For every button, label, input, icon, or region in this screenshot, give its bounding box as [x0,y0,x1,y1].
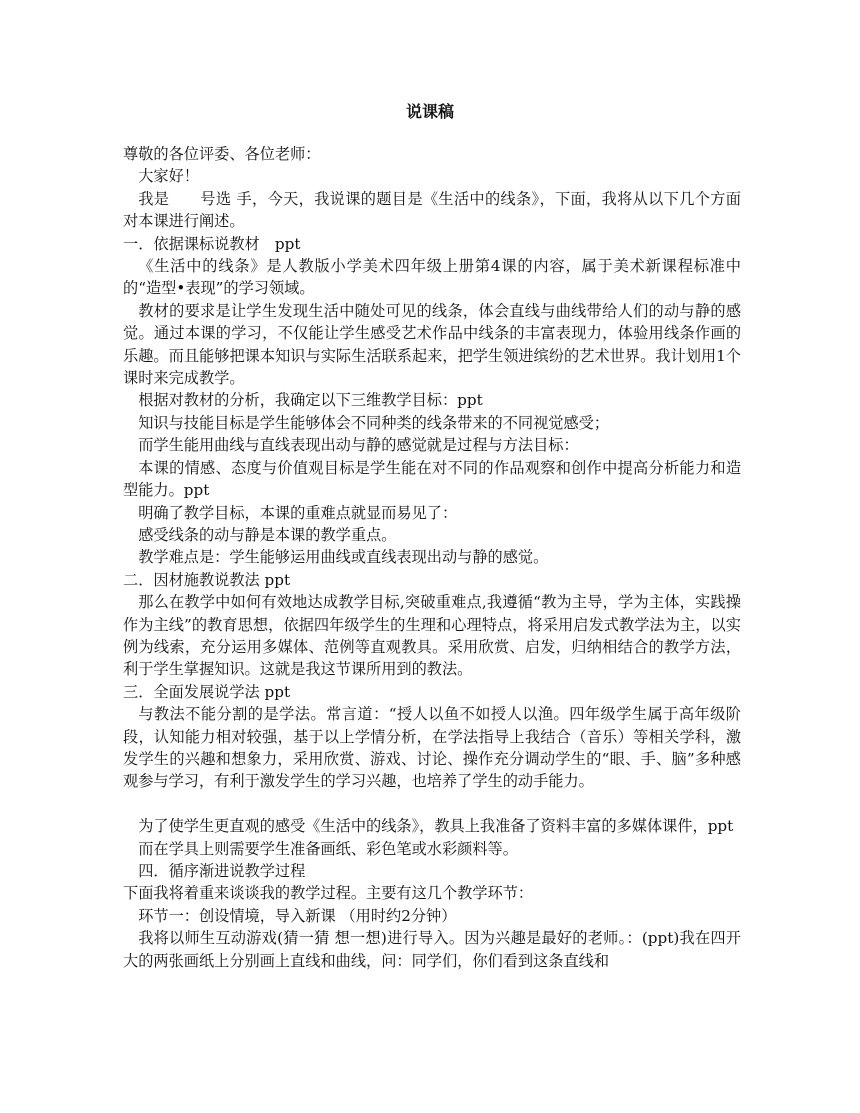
paragraph: 我将以师生互动游戏(猜一猜 想一想)进行导入。因为兴趣是最好的老师。：(ppt)我在四开大的两张画纸上分别画上直线和曲线，问：同学们，你们看到这条直线和 [123,929,741,970]
page-title: 说课稿 [405,102,454,121]
paragraph: 大家好！ [138,167,199,186]
paragraph: 环节一：创设情境，导入新课 （用时约2分钟） [138,906,457,925]
paragraph: 一．依据课标说教材 ppt [123,234,301,253]
paragraph: 《生活中的线条》是人教版小学美术四年级上册第4课的内容，属于美术新课程标准中的“造型•表现”的学习领域。 [123,257,741,298]
paragraph: 四．循序渐进说教学过程 [138,861,306,880]
paragraph: 尊敬的各位评委、各位老师： [123,145,321,163]
paragraph: 三．全面发展说学法 ppt [123,682,291,701]
paragraph: 本课的情感、态度与价值观目标是学生能在对不同的作品观察和创作中提高分析能力和造型能力。ppt [123,458,741,500]
paragraph: 而在学具上则需要学生准备画纸、彩色笔或水彩颜料等。 [138,839,518,858]
paragraph: 那么在教学中如何有效地达成教学目标,突破重难点,我遵循“教为主导，学为主体，实践操作为主线”的教育思想，依据四年级学生的生理和心理特点，将采用启发式教学法为主，以实例为线索，充分运用多媒体、范例等直观教具。采用欣赏、启发，归纳相结合的教学方法，利于学生掌握知识。这就是我这节课所用到的教法。 [123,593,741,679]
paragraph: 明确了教学目标，本课的重难点就显而易见了： [138,503,458,522]
paragraph: 教材的要求是让学生发现生活中随处可见的线条，体会直线与曲线带给人们的动与静的感觉。通过本课的学习，不仅能让学生感受艺术作品中线条的丰富表现力，体验用线条作画的乐趣。而且能够把课本知识与实际生活联系起来，把学生领进缤纷的艺术世界。我计划用1个课时来完成教学。 [123,301,741,388]
paragraph: 我是 号选 手，今天，我说课的题目是《生活中的线条》，下面，我将从以下几个方面对本课进行阐述。 [123,189,741,231]
paragraph: 而学生能用曲线与直线表现出动与静的感觉就是过程与方法目标： [138,436,579,455]
paragraph: 为了使学生更直观的感受《生活中的线条》，教具上我准备了资料丰富的多媒体课件，ppt [138,817,734,836]
paragraph: 二．因材施教说教法 ppt [123,570,291,589]
blank-line [123,793,741,815]
paragraph: 根据对教材的分析，我确定以下三维教学目标：ppt [138,391,483,410]
paragraph: 知识与技能目标是学生能够体会不同种类的线条带来的不同视觉感受； [138,413,609,432]
paragraph: 感受线条的动与静是本课的教学重点。 [138,525,397,544]
paragraph: 与教法不能分割的是学法。常言道：“授人以鱼不如授人以渔。四年级学生属于高年级阶段，认知能力相对较强，基于以上学情分析，在学法指导上我结合（音乐）等相关学科，激发学生的兴趣和想象力，采用欣赏、游戏、讨论、操作充分调动学生的“眼、手、脑”多种感观参与学习，有利于激发学生的学习兴趣，也培养了学生的动手能力。 [123,705,741,791]
document-body [123,143,741,972]
paragraph: 下面我将着重来谈谈我的教学过程。主要有这几个教学环节： [123,884,534,903]
paragraph: 教学难点是：学生能够运用曲线或直线表现出动与静的感觉。 [138,548,549,567]
